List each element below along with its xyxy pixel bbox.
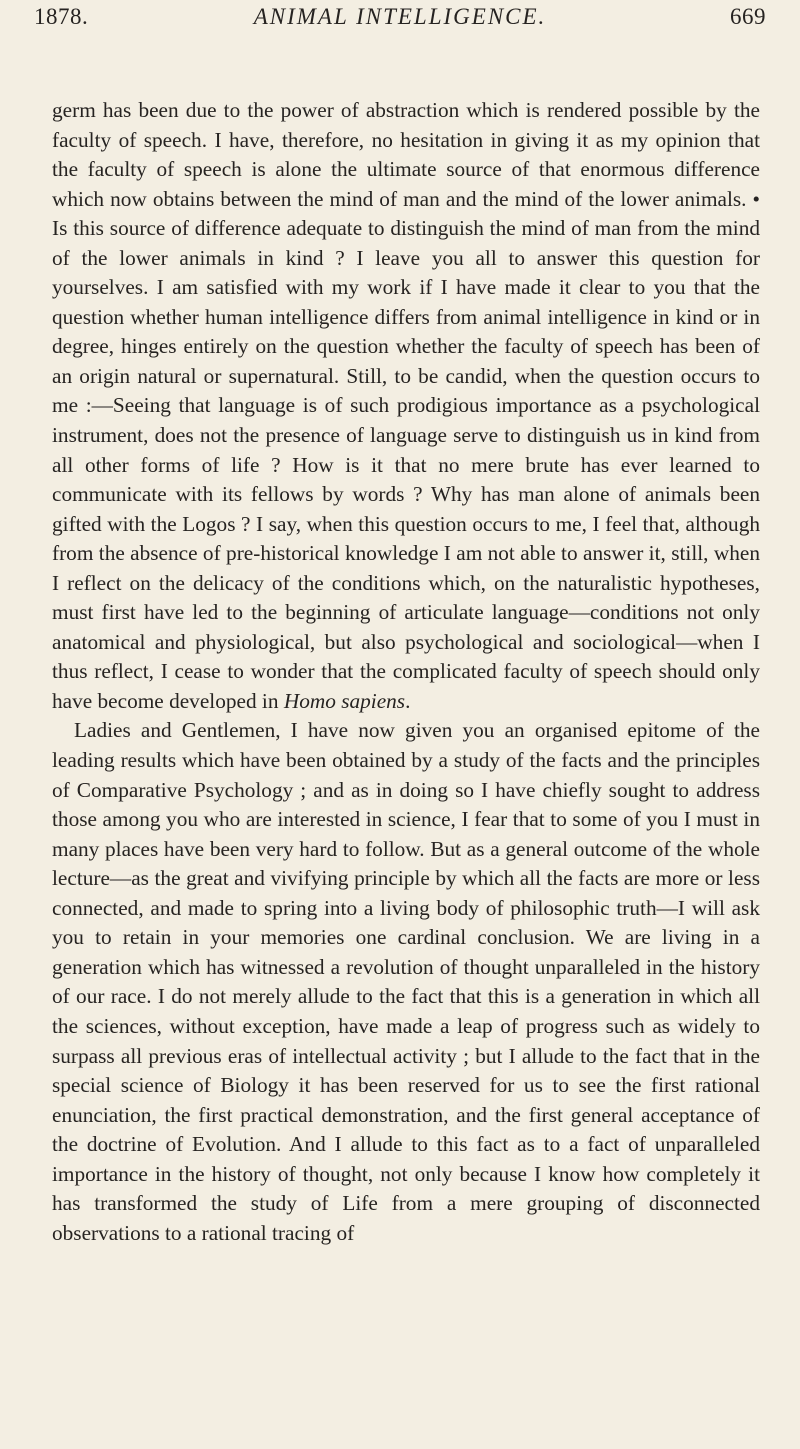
header-year: 1878. <box>34 4 89 29</box>
paragraph-1-tail: . <box>405 688 411 713</box>
paragraph-2 <box>52 716 760 1248</box>
paragraph-2-text: Ladies and Gentlemen, I have now given you an organised epitome of the leading results which have been obtained by a study of the facts and the principles of Comparative Psychology ; and as in doing so I have chiefly sought to address those among you who are interested in science, I fear that to some of you I must in many places have been very hard to follow. But as a general outcome of the whole lecture—as the great and vivifying principle by which all the facts are more or less connected, and made to spring into a living body of philosophic truth—I will ask you to retain in your memories one cardinal conclusion. We are living in a generation which has witnessed a revolution of thought unparalleled in the history of our race. I do not merely allude to the fact that this is a generation in which all the sciences, without exception, have made a leap of progress such as widely to surpass all previous eras of intellectual activity ; but I allude to the fact that in the special science of Biology it has been reserved for us to see the first rational enunciation, the first practical demonstration, and the first general acceptance of the doctrine of Evolution. And I allude to this fact as to a fact of unparalleled importance in the history of thought, not only because I know how completely it has transformed the study of Life from a mere grouping of disconnected observations to a rational tracing of <box>52 718 760 1245</box>
paragraph-1-italic-term: Homo sapiens <box>283 688 406 713</box>
page-number: 669 <box>730 4 766 29</box>
body-text <box>52 96 760 1248</box>
paragraph-1-text: germ has been due to the power of abstraction which is rendered possible by the faculty of speech. I have, therefore, no hesitation in giving it as my opinion that the faculty of speech is alone the ultimate source of that enormous difference which now obtains between the mind of man and the mind of the lower animals. • Is this source of difference adequate to distinguish the mind of man from the mind of the lower animals in kind ? I leave you all to answer this question for yourselves. I am satisfied with my work if I have made it clear to you that the question whether human intelligence differs from animal intelligence in kind or in degree, hinges entirely on the question whether the faculty of speech has been of an origin natural or supernatural. Still, to be candid, when the question occurs to me :—Seeing that language is of such prodigious importance as a psychological instrument, does not the presence of language serve to distinguish us in kind from all other forms of life ? How is it that no mere brute has ever learned to communicate with its fellows by words ? Why has man alone of animals been gifted with the Logos ? I say, when this question occurs to me, I feel that, although from the absence of pre-historical knowledge I am not able to answer it, still, when I reflect on the delicacy of the conditions which, on the naturalistic hypotheses, must first have led to the beginning of articulate language—conditions not only anatomical and physiological, but also psychological and sociological—when I thus reflect, I cease to wonder that the complicated faculty of speech should only have become developed in <box>52 98 760 713</box>
paragraph-1 <box>52 96 760 716</box>
header-title: ANIMAL INTELLIGENCE. <box>253 4 547 29</box>
running-header <box>34 0 766 56</box>
